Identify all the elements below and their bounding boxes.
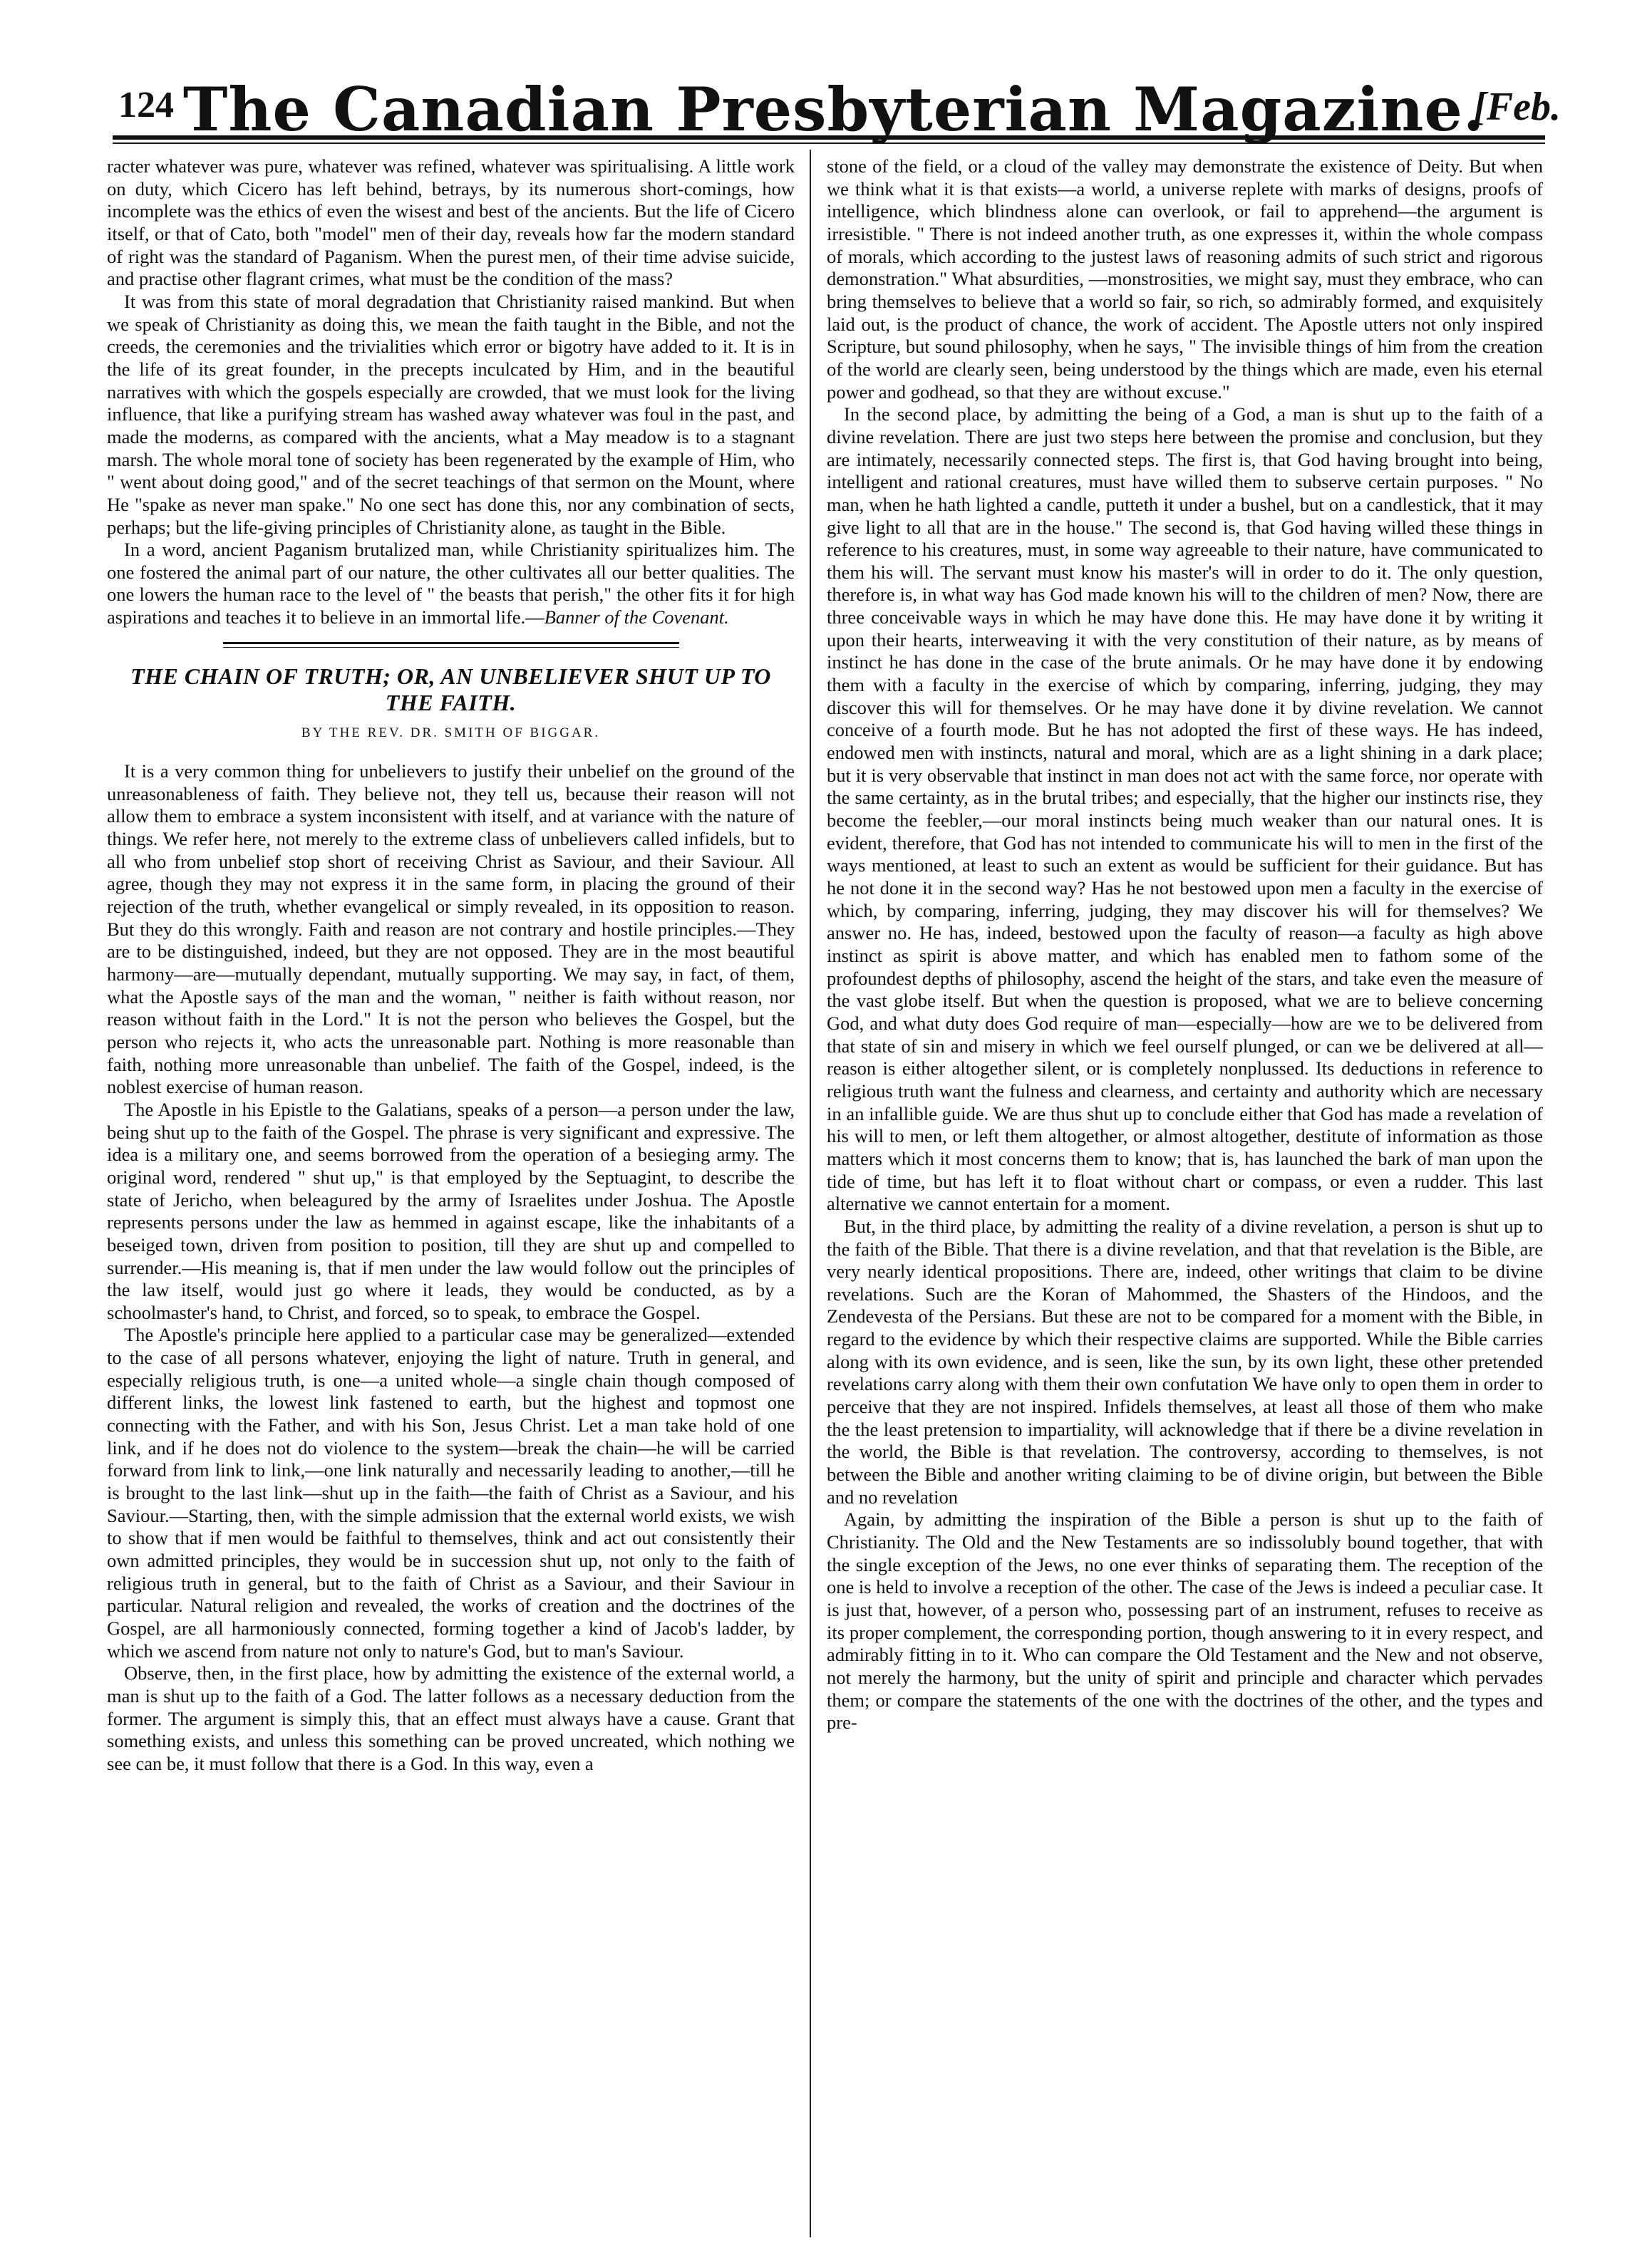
page-header: [107, 68, 1561, 145]
header-rule-thin: [113, 143, 1545, 144]
paragraph: [107, 539, 795, 629]
paragraph: The Apostle in his Epistle to the Galatians, speaks of a person—a person under the law, being shut up to the faith of the Gospel. The phrase is very significant and expressive. The idea is a military one, and seems borrowed from the operation of a besieging army. The original word, rendered " shut up," is that employed by the Septuagint, to describe the state of Jericho, when beleagured by the army of Israelites under Joshua. The Apostle represents persons under the law as hemmed in against escape, like the inhabitants of a beseiged town, driven from position to position, till they are shut up and compelled to surrender.—His meaning is, that if men under the law would follow out the principles of the law itself, would just go where it leads, they would be conducted, as by a schoolmaster's hand, to Christ, and forced, so to speak, to embrace the Gospel.: [107, 1098, 795, 1323]
paragraph: Observe, then, in the first place, how by admitting the existence of the external world, a man is shut up to the faith of a God. The latter follows as a necessary deduction from the former. The argument is simply this, that an effect must always have a cause. Grant that something exists, and unless this something can be proved uncreated, which nothing we see can be, it must follow that there is a God. In this way, even a: [107, 1662, 795, 1774]
paragraph: stone of the field, or a cloud of the valley may demonstrate the existence of Deity. But when we think what it is that exists—a world, a universe replete with marks of designs, proofs of intelligence, which blindness alone can overlook, or fail to apprehend—the argument is irresistible. " There is not indeed another truth, as one expresses it, within the whole compass of morals, which according to the justest laws of reasoning admits of such strict and rigorous demonstration." What absurdities, —monstrosities, we might say, must they embrace, who can bring themselves to believe that a world so fair, so rich, so admirably formed, and exquisitely laid out, is the product of chance, the work of accident. The Apostle utters not only inspired Scripture, but sound philosophy, when he says, " The invisible things of him from the creation of the world are clearly seen, being understood by the things which are made, even his eternal power and godhead, so that they are without excuse.": [827, 155, 1543, 403]
article-separator-thin: [223, 647, 679, 648]
page-month: [Feb.: [1473, 85, 1561, 129]
article-title: THE CHAIN OF TRUTH; OR, AN UNBELIEVER SHUT UP TO THE FAITH.: [130, 663, 771, 715]
paragraph: In the second place, by admitting the being of a God, a man is shut up to the faith of a divine revelation. There are just two steps here between the promise and conclusion, but they are intimately, necessarily connected steps. The first is, that God having brought into being, intelligent and rational creatures, must have willed them to subserve certain purposes. " No man, when he hath lighted a candle, putteth it under a bushel, but on a candlestick, that it may give light to all that are in the house." The second is, that God having willed these things in reference to his creatures, must, in some way agreeable to their nature, have communicated to them his will. The servant must know his master's will in order to do it. The only question, therefore is, in what way has God made known his will to the children of men? Now, there are three conceivable ways in which he may have done this. He may have done it by writing it upon their hearts, interweaving it with the very constitution of their nature, as by means of instinct he has done in the case of the brute animals. Or he may have done it by endowing them with a faculty in the exercise of which by comparing, inferring, judging, they may discover this will for themselves. Or he may have done it by divine revelation. We cannot conceive of a fourth mode. But he has not adopted the first of these ways. He has indeed, endowed men with instincts, natural and moral, which are as a light shining in a dark place; but it is very observable that instinct in man does not act with the same force, nor operate with the same certainty, as in the brutal tribes; and especially, that the higher our instincts rise, they become the feebler,—our moral instincts being much weaker than our natural ones. It is evident, therefore, that God has not intended to communicate his will to men in the first of the ways mentioned, at least to such an extent as would be sufficient for their guidance. But has he not done it in the second way? Has he not bestowed upon men a faculty in the exercise of which, by comparing, inferring, judging, they may discover his will for themselves? We answer no. He has, indeed, bestowed upon the faculty of reason—a faculty as high above instinct as spirit is above matter, and which has enabled men to fathom some of the profoundest depths of philosophy, ascend the height of the stars, and take even the measure of the vast globe itself. But when the question is proposed, what we are to believe concerning God, and what duty does God require of man—especially—how are we to be delivered from that state of sin and misery in which we feel ourself plunged, or can we be delivered at all—reason is either altogether silent, or is completely nonplussed. Its deductions in reference to religious truth want the fulness and clearness, and certainty and authority which are necessary in an infallible guide. We are thus shut up to conclude either that God has made a revelation of his will to men, or left them altogether, or almost altogether, destitute of information as those matters which it most concerns them to know; that is, has launched the bark of man upon the tide of time, but has left it to float without chart or compass, or even a rudder. This last alternative we cannot entertain for a moment.: [827, 403, 1543, 1215]
left-column: [107, 155, 795, 2236]
masthead-title: The Canadian Presbyterian Magazine.: [182, 74, 1485, 145]
column-divider: [810, 150, 811, 2237]
paragraph: It is a very common thing for unbelievers to justify their unbelief on the ground of the unreasonableness of faith. They believe not, they tell us, because their reason will not allow them to embrace a system inconsistent with itself, and at variance with the nature of things. We refer here, not merely to the extreme class of unbelievers called infidels, but to all who from unbelief stop short of receiving Christ as Saviour, and their Saviour. All agree, though they may not express it in the same form, in placing the ground of their rejection of the truth, whether evangelical or simply revealed, in its opposition to reason. But they do this wrongly. Faith and reason are not contrary and hostile principles.—They are to be distinguished, indeed, but they are not opposed. They are in the most beautiful harmony—are—mutually dependant, mutually supporting. We may say, in fact, of them, what the Apostle says of the man and the woman, " neither is faith without reason, nor reason without faith in the Lord." It is not the person who believes the Gospel, but the person who rejects it, who acts the unreasonable part. Nothing is more reasonable than faith, nothing more unreasonable than unbelief. The faith of the Gospel, indeed, is the noblest exercise of human reason.: [107, 760, 795, 1098]
paragraph: Again, by admitting the inspiration of the Bible a person is shut up to the faith of Christianity. The Old and the New Testaments are so indissolubly bound together, that with the single exception of the Jews, no one ever thinks of separating them. The reception of the one is held to involve a reception of the other. The case of the Jews is indeed a peculiar case. It is just that, however, of a person who, possessing part of an instrument, refuses to receive as its proper complement, the corresponding portion, though answering to it in every respect, and admirably fitting in to it. Who can compare the Old Testament and the New and not observe, not merely the harmony, but the unity of spirit and principle and character which pervades them; or compare the statements of the one with the doctrines of the other, and the types and pre-: [827, 1508, 1543, 1734]
paragraph: It was from this state of moral degradation that Christianity raised mankind. But when we speak of Christianity as doing this, we mean the faith taught in the Bible, and not the creeds, the ceremonies and the trivialities which error or bigotry have added to it. It is in the life of its great founder, in the precepts inculcated by Him, and in the beautiful narratives with which the gospels especially are crowded, that we must look for the living influence, that like a purifying stream has washed away whatever was foul in the past, and made the moderns, as compared with the ancients, what a May meadow is to a stagnant marsh. The whole moral tone of society has been regenerated by the example of Him, who " went about doing good," and of the secret teachings of that sermon on the Mount, where He "spake as never man spake." No one sect has done this, nor any combination of sects, perhaps; but the life-giving principles of Christianity alone, as taught in the Bible.: [107, 290, 795, 538]
source-attribution: Banner of the Covenant.: [544, 606, 729, 628]
paragraph: racter whatever was pure, whatever was refined, whatever was spiritualising. A little work on duty, which Cicero has left behind, betrays, by its numerous short-comings, how incomplete was the ethics of even the wisest and best of the ancients. But the life of Cicero itself, or that of Cato, both "model" men of their day, reveals how far the modern standard of right was the standard of Paganism. When the purest men, of their time advise suicide, and practise other flagrant crimes, what must be the condition of the mass?: [107, 155, 795, 290]
paragraph: The Apostle's principle here applied to a particular case may be generalized—extended to the case of all persons whatever, enjoying the light of nature. Truth in general, and especially religious truth, is one—a united whole—a single chain though composed of different links, the lowest link fastened to earth, but the highest and topmost one connecting with the Father, and with his Son, Jesus Christ. Let a man take hold of one link, and if he does not do violence to the system—break the chain—he will be carried forward from link to link,—one link naturally and necessarily leading to another,—till he is brought to the last link—shut up in the faith—the faith of Christ as a Saviour, and his Saviour.—Starting, then, with the simple admission that the external world exists, we wish to show that if men would be faithful to themselves, think and act out consistently their own admitted principles, they would be in succession shut up, not only to the faith of religious truth in general, but to the faith of Christ as a Saviour, and their Saviour in particular. Natural religion and revealed, the works of creation and the doctrines of the Gospel, are all harmoniously connected, forming together a kind of Jacob's ladder, by which we ascend from nature not only to nature's God, but to man's Saviour.: [107, 1324, 795, 1662]
header-rule: [113, 135, 1545, 140]
right-column: [827, 155, 1543, 2236]
paragraph-text: In a word, ancient Paganism brutalized man, while Christianity spiritualizes him. The one fostered the animal part of our nature, the other cultivates all our better qualities. The one lowers the human race to the level of " the beasts that perish," the other fits it for high aspirations and teaches it to believe in an immortal life.—: [107, 539, 795, 628]
article-byline: BY THE REV. DR. SMITH OF BIGGAR.: [301, 725, 601, 741]
paragraph: But, in the third place, by admitting the reality of a divine revelation, a person is shut up to the faith of the Bible. That there is a divine revelation, and that that revelation is the Bible, are very nearly identical propositions. There are, indeed, other writings that claim to be divine revelations. Such are the Koran of Mahommed, the Shasters of the Hindoos, and the Zendevesta of the Persians. But these are not to be compared for a moment with the Bible, in regard to the evidence by which their respective claims are supported. While the Bible carries along with its own evidence, and is seen, like the sun, by its own light, these other pretended revelations carry along with them their own confutation We have only to open them in order to perceive that they are not inspired. Infidels themselves, at least all those of them who make the the least pretension to impartiality, will acknowledge that if there be a divine revelation in the world, the Bible is that revelation. The controversy, according to themselves, is not between the Bible and another writing claiming to be of divine origin, but between the Bible and no revelation: [827, 1215, 1543, 1508]
article-separator: [223, 642, 679, 644]
page-number: 124: [118, 85, 174, 125]
